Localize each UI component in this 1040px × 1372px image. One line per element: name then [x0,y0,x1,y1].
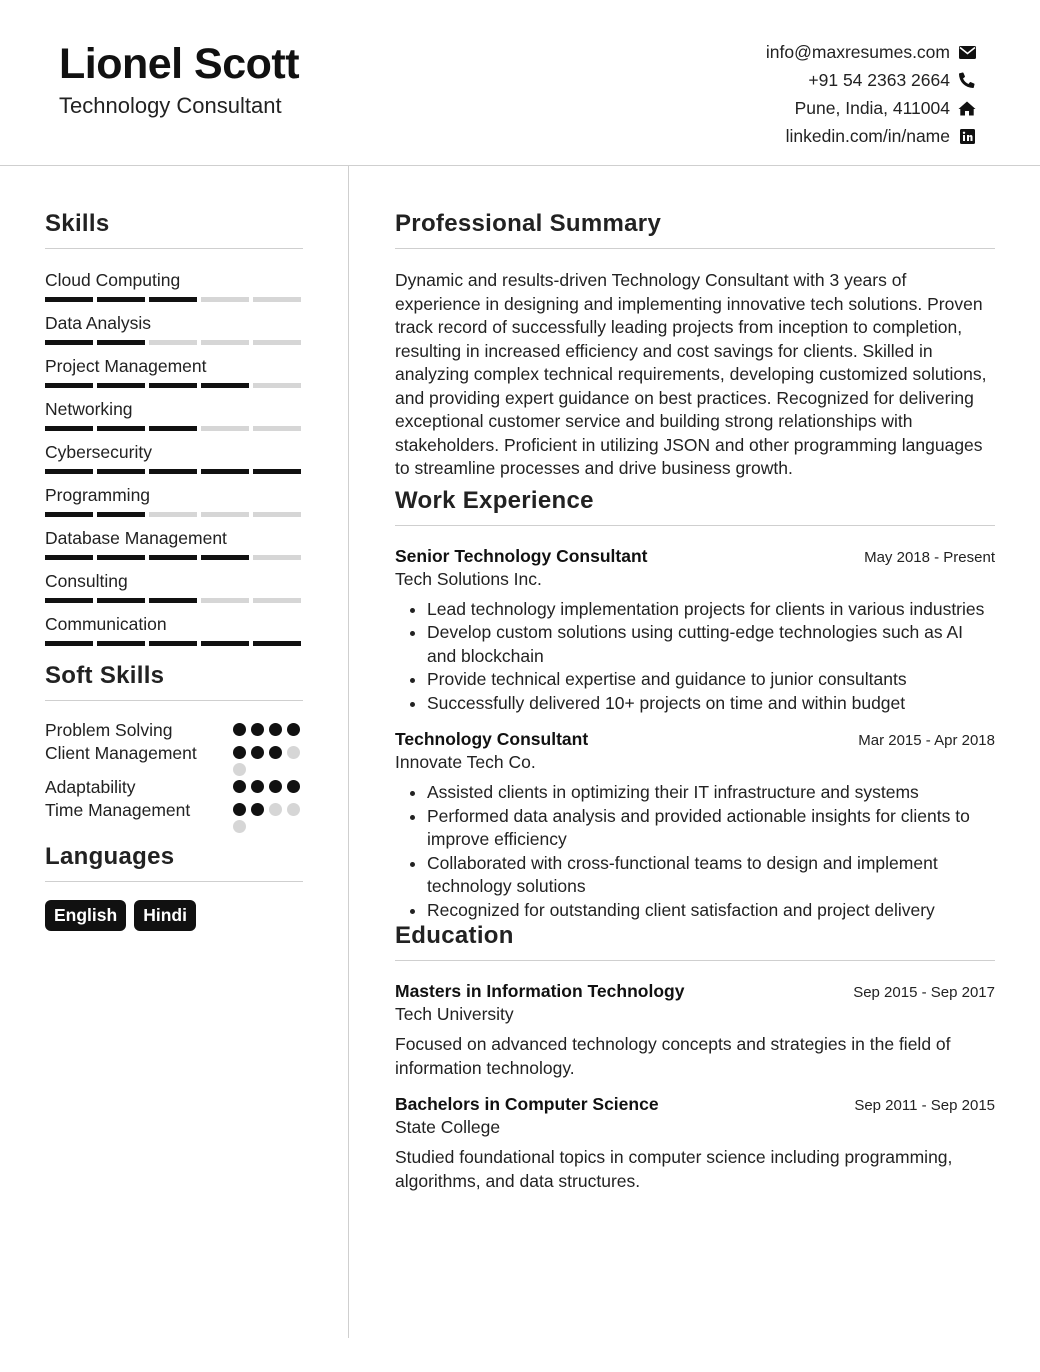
rating-dot [287,803,300,816]
envelope-icon [958,43,976,61]
skill-item [45,269,303,312]
education-entry [395,1094,995,1193]
skill-level-bar [45,426,303,431]
job-bullet: • Recognized for outstanding client satisfaction and project delivery [427,899,995,923]
rating-dot [233,723,246,736]
skill-level-segment [149,297,197,302]
rating-dot [233,763,246,776]
degree-title: Masters in Information Technology [395,981,685,1001]
skills-title: Skills [45,210,303,249]
skill-level-bar [45,297,303,302]
job-company: Innovate Tech Co. [395,752,536,772]
job-bullet: • Performed data analysis and provided actionable insights for clients to improve efficiency [427,805,995,852]
skill-level-segment [253,426,301,431]
skill-name: Cybersecurity [45,442,152,462]
education-dates: Sep 2011 - Sep 2015 [854,1097,995,1114]
rating-dot [269,780,282,793]
job-title: Senior Technology Consultant [395,545,648,566]
soft-skill-rating [233,742,303,776]
skill-level-segment [149,512,197,517]
skill-level-segment [45,641,93,646]
rating-dot [269,803,282,816]
contact-phone-text: +91 54 2363 2664 [808,69,950,90]
experience-list [395,546,995,923]
skill-level-segment [201,641,249,646]
contact-address-text: Pune, India, 411004 [794,97,950,118]
skill-level-segment [45,426,93,431]
job-entry [395,546,995,716]
skill-item [45,570,303,613]
contact-phone[interactable] [766,66,976,94]
skill-level-segment [97,555,145,560]
skill-level-segment [201,555,249,560]
soft-skill-rating [233,776,303,793]
rating-dot [251,803,264,816]
job-bullets [395,781,995,922]
skill-level-bar [45,383,303,388]
rating-dot [287,746,300,759]
skill-level-segment [45,555,93,560]
skill-level-segment [253,340,301,345]
skill-name: Cloud Computing [45,270,181,290]
left-column [45,210,303,931]
skill-level-segment [253,641,301,646]
skill-name: Communication [45,614,167,634]
soft-skill-item [45,776,303,799]
soft-skill-name: Problem Solving [45,720,173,740]
candidate-name: Lionel Scott [59,40,300,88]
degree-title: Bachelors in Computer Science [395,1094,659,1114]
job-bullet: • Assisted clients in optimizing their IT infrastructure and systems [427,781,995,805]
contact-linkedin[interactable] [766,122,976,150]
rating-dot [269,746,282,759]
skill-level-segment [45,598,93,603]
rating-dot [269,723,282,736]
skill-level-segment [253,383,301,388]
education-entry [395,981,995,1080]
skill-level-segment [45,340,93,345]
skill-level-segment [149,555,197,560]
skill-level-segment [97,297,145,302]
skill-level-segment [201,426,249,431]
skill-name: Project Management [45,356,207,376]
rating-dot [251,723,264,736]
skills-list [45,269,303,656]
skill-level-segment [149,469,197,474]
soft-skill-name: Client Management [45,743,197,763]
job-dates: Mar 2015 - Apr 2018 [858,732,995,749]
skill-level-segment [149,598,197,603]
rating-dot [287,723,300,736]
job-entry [395,729,995,922]
skill-name: Data Analysis [45,313,152,333]
skill-level-segment [97,383,145,388]
skill-item [45,527,303,570]
skill-level-segment [201,512,249,517]
languages-list [45,900,303,931]
job-header [395,546,995,567]
skill-level-segment [45,383,93,388]
rating-dot [251,780,264,793]
skill-item [45,441,303,484]
contact-email-text: info@maxresumes.com [765,41,950,62]
languages-title: Languages [45,843,303,882]
skill-item [45,355,303,398]
soft-skill-rating [233,799,303,833]
school-name: Tech University [395,1004,514,1024]
contact-email[interactable] [766,38,976,66]
phone-icon [958,71,976,89]
skill-level-segment [97,426,145,431]
contact-list [766,38,976,150]
education-header [395,981,995,1002]
summary-text: Dynamic and results-driven Technology Consultant with 3 years of experience in designing and implementing innovative tech solutions. Proven track record of successfully leading projects from inception to completion, resulting in increased efficiency and cost savings for clients. Skilled in analyzing complex technical requirements, developing customized solutions, and providing expert guidance on best practices. Recognized for delivering exceptional customer service and building strong relationships with stakeholders. Proficient in utilizing JSON and other programming languages to streamline processes and drive business growth. [395,270,987,478]
skill-level-segment [97,512,145,517]
skill-level-segment [201,383,249,388]
job-bullet: • Provide technical expertise and guidance to junior consultants [427,668,995,692]
skill-level-bar [45,512,303,517]
soft-skill-name: Adaptability [45,777,136,797]
education-description: Focused on advanced technology concepts and strategies in the field of information technology. [395,1034,951,1078]
experience-title: Work Experience [395,487,995,526]
soft-skill-item [45,742,303,776]
skill-name: Networking [45,399,133,419]
job-bullet: • Collaborated with cross-functional teams to design and implement technology solutions [427,852,995,899]
skill-level-segment [45,469,93,474]
skill-level-segment [45,512,93,517]
education-title: Education [395,922,995,961]
linkedin-icon [958,127,976,145]
job-bullet: • Successfully delivered 10+ projects on time and within budget [427,692,995,716]
education-description: Studied foundational topics in computer science including programming, algorithms, and data structures. [395,1147,953,1191]
skill-level-bar [45,555,303,560]
skill-level-segment [97,469,145,474]
skill-name: Consulting [45,571,128,591]
education-header [395,1094,995,1115]
rating-dot [233,820,246,833]
skill-level-segment [201,598,249,603]
skill-level-segment [253,598,301,603]
resume-header [0,0,1040,166]
contact-linkedin-text: linkedin.com/in/name [785,125,950,146]
rating-dot [233,780,246,793]
soft-skill-item [45,719,303,742]
skill-level-segment [201,469,249,474]
skill-level-segment [97,598,145,603]
skill-level-segment [149,426,197,431]
candidate-role: Technology Consultant [59,93,282,118]
job-header [395,729,995,750]
skill-name: Database Management [45,528,227,548]
soft-skill-name: Time Management [45,800,191,820]
home-icon [958,99,976,117]
school-name: State College [395,1117,501,1137]
rating-dot [233,803,246,816]
language-badge: Hindi [134,900,196,931]
skill-level-bar [45,641,303,646]
rating-dot [233,746,246,759]
education-dates: Sep 2015 - Sep 2017 [853,984,995,1001]
language-badge: English [45,900,126,931]
job-bullet: • Lead technology implementation projects for clients in various industries [427,598,995,622]
skill-name: Programming [45,485,151,505]
skill-level-segment [253,469,301,474]
skill-level-segment [149,340,197,345]
job-bullet: • Develop custom solutions using cutting-edge technologies such as AI and blockchain [427,621,995,668]
skill-level-bar [45,340,303,345]
job-bullets [395,598,995,716]
right-column [395,210,995,1193]
skill-item [45,398,303,441]
skill-level-segment [201,340,249,345]
soft-skill-rating [233,719,303,736]
contact-address [766,94,976,122]
summary-title: Professional Summary [395,210,995,249]
skill-item [45,484,303,527]
soft-skills-title: Soft Skills [45,662,303,701]
job-title: Technology Consultant [395,729,589,749]
skill-level-segment [97,641,145,646]
column-divider [348,166,349,1338]
skill-level-bar [45,598,303,603]
skill-level-segment [253,297,301,302]
job-company: Tech Solutions Inc. [395,568,542,589]
skill-level-segment [149,383,197,388]
skill-level-segment [253,512,301,517]
skill-level-bar [45,469,303,474]
skill-item [45,613,303,656]
education-list [395,981,995,1193]
skill-level-segment [97,340,145,345]
skill-level-segment [45,297,93,302]
rating-dot [251,746,264,759]
rating-dot [287,780,300,793]
skill-level-segment [253,555,301,560]
soft-skills-list [45,719,303,833]
skill-level-segment [149,641,197,646]
soft-skill-item [45,799,303,833]
job-dates: May 2018 - Present [864,548,995,566]
skill-item [45,312,303,355]
skill-level-segment [201,297,249,302]
